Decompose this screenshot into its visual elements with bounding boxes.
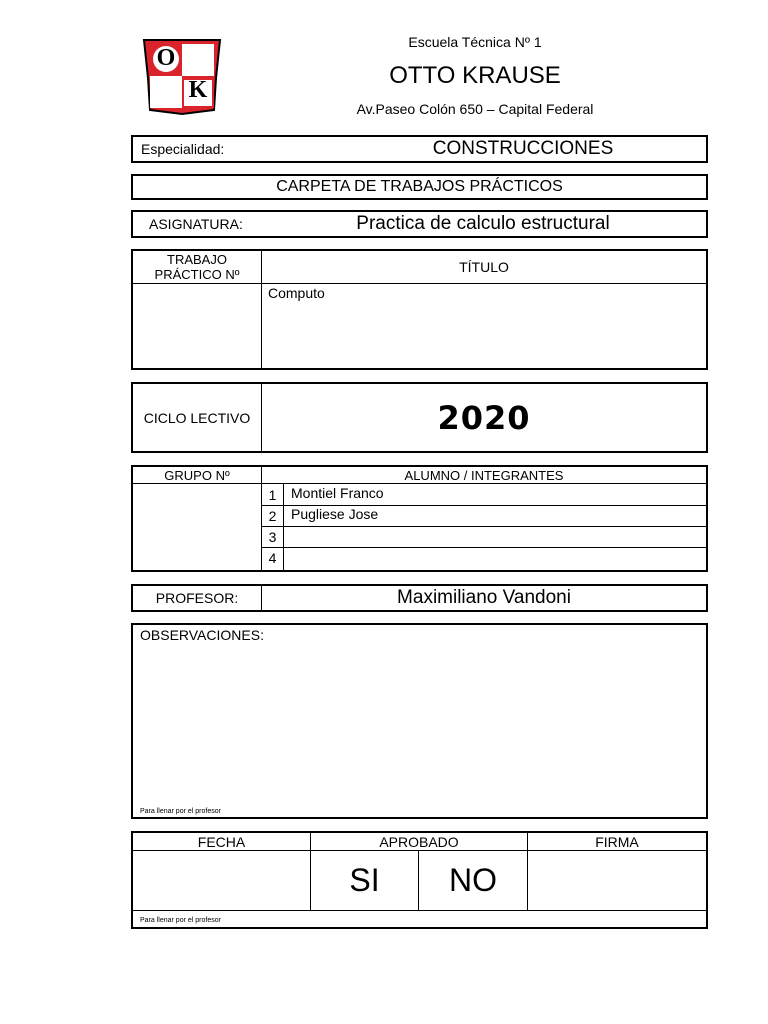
trabajo-table	[131, 249, 708, 370]
grupo-row-number: 2	[268, 507, 277, 524]
aprobacion-note: Para llenar por el profesor	[140, 917, 221, 924]
asignatura-label: ASIGNATURA:	[149, 216, 243, 232]
asignatura-row	[131, 210, 708, 238]
ciclo-value: 2020	[437, 398, 531, 437]
fecha-label: FECHA	[197, 833, 246, 850]
si-option: SI	[349, 862, 380, 898]
grupo-rows	[262, 484, 706, 570]
grupo-row-name: Montiel Franco	[291, 485, 384, 501]
trabajo-number-label: TRABAJO PRÁCTICO Nº	[154, 252, 240, 282]
observaciones-note: Para llenar por el profesor	[140, 808, 221, 815]
profesor-row	[131, 584, 708, 612]
grupo-members-label: ALUMNO / INTEGRANTES	[404, 467, 564, 483]
especialidad-row	[131, 135, 708, 163]
grupo-row-number: 1	[268, 486, 277, 503]
profesor-value: Maximiliano Vandoni	[397, 587, 571, 608]
school-logo	[140, 36, 224, 116]
trabajo-title-value: Computo	[268, 285, 325, 301]
ciclo-row	[131, 382, 708, 453]
aprobacion-footer-line	[133, 910, 706, 911]
aprobacion-table	[131, 831, 708, 929]
carpeta-title: CARPETA DE TRABAJOS PRÁCTICOS	[276, 178, 563, 195]
carpeta-row	[131, 174, 708, 200]
trabajo-header-line	[133, 283, 706, 284]
school-name: OTTO KRAUSE	[389, 62, 561, 89]
aprobado-label: APROBADO	[379, 833, 459, 850]
grupo-row-number: 3	[268, 528, 277, 545]
ciclo-label: CICLO LECTIVO	[143, 409, 251, 426]
school-address: Av.Paseo Colón 650 – Capital Federal	[356, 101, 594, 117]
logo-letter-o: O	[156, 45, 176, 71]
no-option: NO	[449, 862, 497, 898]
grupo-row-line	[262, 526, 706, 527]
profesor-label: PROFESOR:	[155, 590, 239, 606]
grupo-row-name: Pugliese Jose	[291, 506, 379, 522]
trabajo-title-label: TÍTULO	[459, 259, 509, 275]
especialidad-label: Especialidad:	[141, 141, 225, 157]
observaciones-box	[131, 623, 708, 819]
firma-label: FIRMA	[595, 833, 639, 850]
grupo-table	[131, 465, 708, 572]
school-number: Escuela Técnica Nº 1	[408, 34, 542, 50]
grupo-row-number: 4	[268, 549, 277, 566]
especialidad-value: CONSTRUCCIONES	[432, 138, 614, 159]
asignatura-value: Practica de calculo estructural	[356, 213, 610, 234]
grupo-row-line	[262, 547, 706, 548]
grupo-label: GRUPO Nº	[164, 467, 230, 483]
observaciones-label: OBSERVACIONES:	[140, 627, 264, 643]
grupo-num-divider	[283, 484, 284, 570]
logo-letter-k: K	[188, 77, 208, 103]
